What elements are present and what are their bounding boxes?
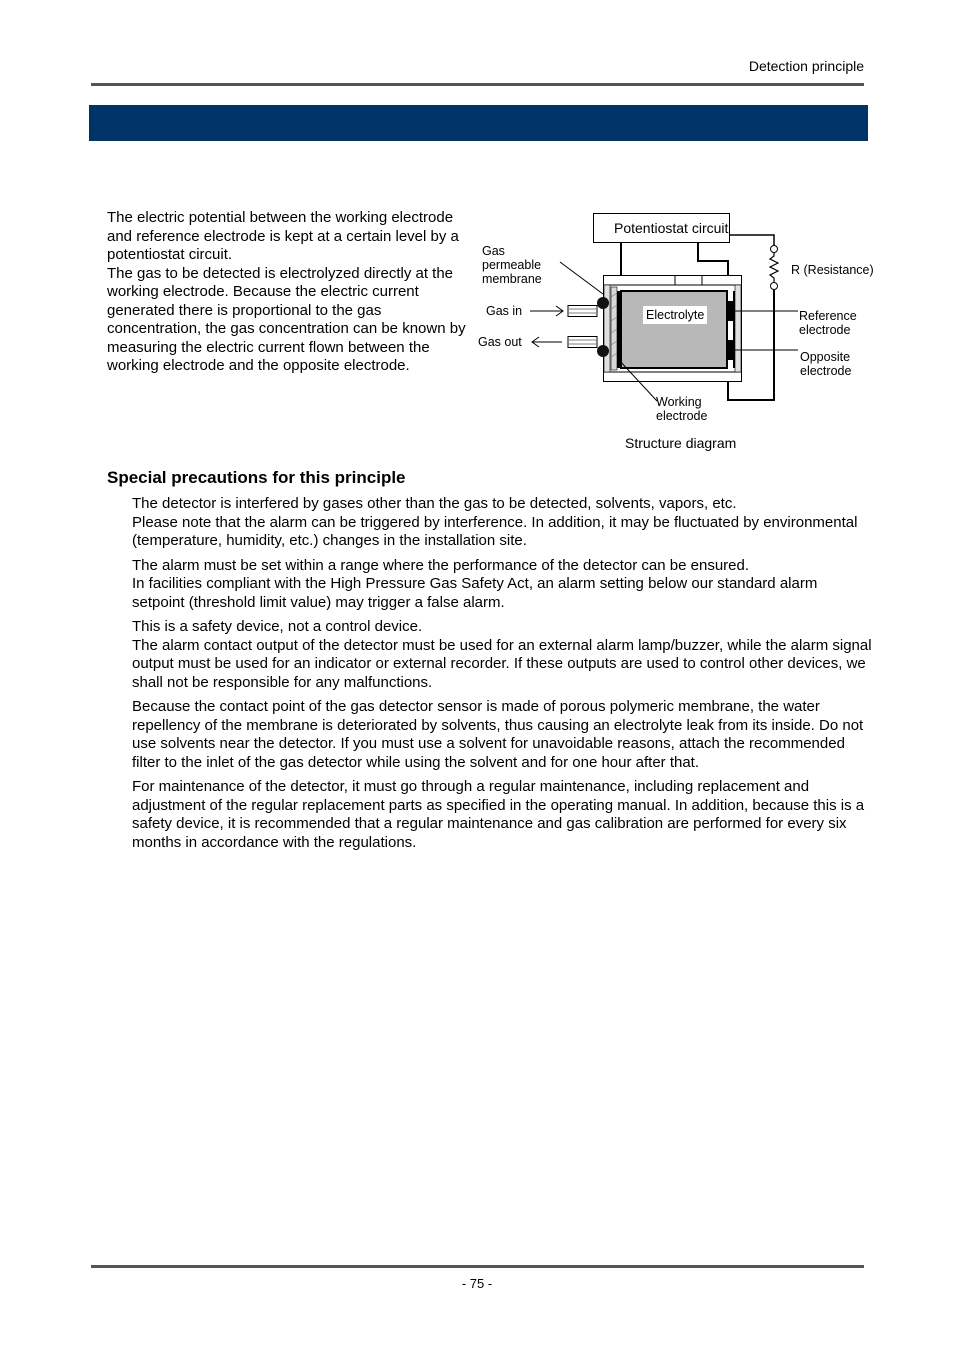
precaution-text: The alarm contact output of the detector must be used for an external alarm lamp/buzzer, while the alarm signal output must be used for an indicator or external recorder. If these outputs are used to control other devices, we shall not be responsible for any malfunctions. [132,636,872,691]
membrane-label: Gas permeable membrane [482,244,542,286]
precaution-item [132,618,872,692]
resistance-label: R (Resistance) [791,263,874,277]
precaution-item [132,495,872,551]
precaution-item [132,778,872,852]
precaution-text: In facilities compliant with the High Pressure Gas Safety Act, an alarm setting below our standard alarm setpoint (threshold limit value) may trigger a false alarm. [132,575,818,611]
resistor-top-wire [729,235,774,246]
gas-in-label: Gas in [486,304,523,318]
diagram-caption: Structure diagram [625,435,737,451]
gas-out-port [568,337,597,348]
precautions-list [132,495,872,858]
intro-paragraph-1: The electric potential between the working electrode and reference electrode is kept at a certain level by a potentiostat circuit. [107,209,459,263]
gas-permeable-membrane [611,287,617,370]
running-header: Detection principle [748,58,864,74]
precaution-text: This is a safety device, not a control device. [132,618,423,635]
intro-paragraph-2: The gas to be detected is electrolyzed directly at the working electrode. Because the electric current generated there is proportional to the gas concentration, the gas concentration can be known by measuring the electric current flown between the working electrode and the opposite electrode. [107,264,466,374]
gas-out-label: Gas out [478,335,522,349]
footer-rule [91,1265,864,1268]
electrolyte-chamber [621,291,727,368]
header-rule [91,83,864,86]
precaution-item [132,557,872,613]
precaution-text: Because the contact point of the gas detector sensor is made of porous polymeric membrane, the water repellency of the membrane is deteriorated by solvents, thus causing an electrolyte leak from its inside. Do not use solvents near the detector. If you must use a solvent for unavoidable reasons, attach the recommended filter to the inlet of the gas detector while using the solvent and for one hour after that. [132,698,864,771]
precaution-text: The detector is interfered by gases other than the gas to be detected, solvents, vapors, etc. [132,495,737,512]
precaution-item [132,698,872,772]
terminal-top [771,246,778,253]
reference-electrode-label: Reference electrode [799,309,857,337]
reference-electrode [727,301,733,321]
structure-diagram [470,205,890,460]
potentiostat-label: Potentiostat circuit [614,220,729,236]
resistor-icon [770,252,778,283]
opposite-electrode [727,340,733,360]
o-ring-bottom [597,345,609,357]
working-electrode [617,291,622,368]
electrolyte-label: Electrolyte [643,306,707,324]
precaution-text: For maintenance of the detector, it must go through a regular maintenance, including replacement and adjustment of the regular replacement parts as specified in the operating manual. In addition, because this is a safety device, it is recommended that a regular maintenance and gas calibration are performed for every six months in accordance with the regulations. [132,778,865,851]
precaution-text: Please note that the alarm can be triggered by interference. In addition, it may be fluctuated by environmental (temperature, humidity, etc.) changes in the installation site. [132,513,858,549]
intro-text [107,209,467,376]
precautions-title: Special precautions for this principle [107,468,406,487]
gas-in-port [568,306,597,317]
opposite-electrode-label: Opposite electrode [800,350,852,378]
page-number: - 75 - [461,1276,493,1291]
precaution-text: The alarm must be set within a range where the performance of the detector can be ensured. [132,556,750,574]
title-band [89,105,868,141]
terminal-bottom [771,283,778,290]
o-ring-top [597,297,609,309]
working-electrode-label: Working electrode [656,395,708,423]
